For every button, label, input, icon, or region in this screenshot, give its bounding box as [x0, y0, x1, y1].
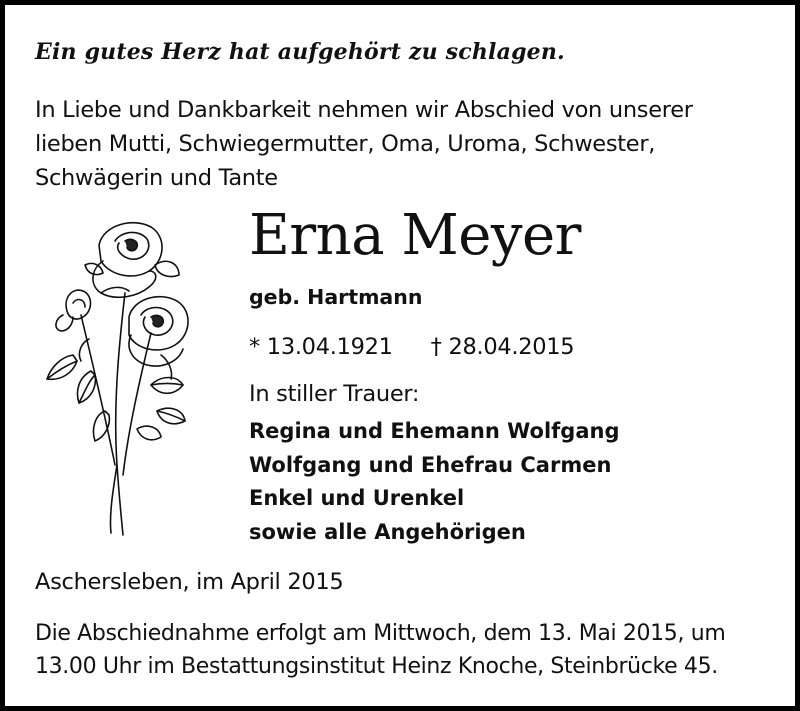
- mourner-line: Regina und Ehemann Wolfgang: [249, 419, 620, 443]
- service-line: 13.00 Uhr im Bestattungsinstitut Heinz Knoche, Steinbrücke 45.: [35, 654, 718, 679]
- intro-line: lieben Mutti, Schwiegermutter, Oma, Uroma, Schwester,: [35, 131, 656, 157]
- intro-text: [35, 93, 693, 195]
- place-date: Aschersleben, im April 2015: [35, 569, 344, 595]
- headline: Ein gutes Herz hat aufgehört zu schlagen.: [35, 39, 565, 65]
- mourning-label: In stiller Trauer:: [249, 381, 420, 407]
- life-dates: [249, 334, 574, 360]
- mourner-line: Wolfgang und Ehefrau Carmen: [249, 452, 612, 477]
- service-info: [35, 617, 725, 683]
- intro-line: In Liebe und Dankbarkeit nehmen wir Abschied von unserer: [35, 97, 693, 123]
- maiden-name: geb. Hartmann: [249, 285, 423, 309]
- rose-bouquet-icon: [33, 215, 213, 545]
- mourner-line: sowie alle Angehörigen: [249, 519, 526, 544]
- deceased-name: Erna Meyer: [249, 203, 581, 268]
- service-line: Die Abschiednahme erfolgt am Mittwoch, dem 13. Mai 2015, um: [35, 621, 726, 646]
- mourners-list: [249, 415, 619, 549]
- intro-line: Schwägerin und Tante: [35, 165, 278, 191]
- mourner-line: Enkel und Urenkel: [249, 486, 465, 510]
- birth-date: * 13.04.1921: [249, 334, 393, 360]
- death-date: † 28.04.2015: [430, 334, 575, 360]
